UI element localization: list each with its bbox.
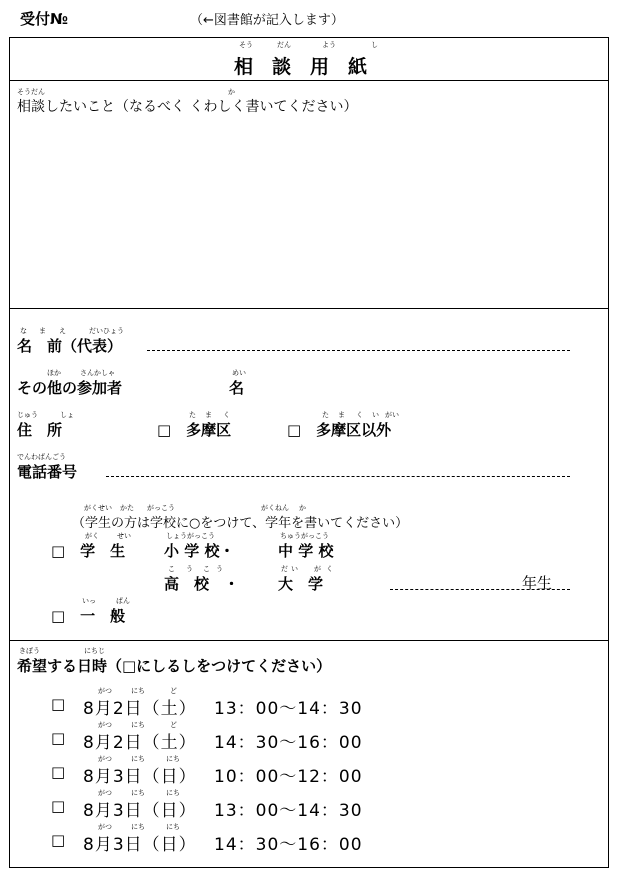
slot1-time: 13：00～14：30: [214, 699, 363, 719]
univ-ruby-2: い: [291, 565, 298, 573]
slot2-ruby-2: にち: [131, 721, 145, 729]
high-ruby-3: こ: [203, 565, 210, 573]
participants-unit: 名: [229, 379, 245, 397]
participants-unit-ruby: めい: [232, 369, 246, 377]
note-ruby-5: か: [299, 504, 306, 512]
slot3-ruby-3: にち: [166, 755, 180, 763]
slot4-checkbox[interactable]: □: [51, 797, 66, 815]
title-ruby-3: よう: [322, 41, 336, 49]
high-ruby-2: う: [186, 565, 193, 573]
opt2-ruby-3: く: [356, 411, 363, 419]
page-title: 相 談 用 紙: [234, 56, 368, 78]
address-ruby-2: しょ: [60, 411, 74, 419]
high-ruby-1: こ: [168, 565, 175, 573]
high-school-option[interactable]: 高 校 ・: [164, 575, 240, 593]
slot5-ruby-1: がつ: [98, 823, 112, 831]
slot4-date: 8月3日（日）: [83, 801, 197, 821]
participants-ruby-2: さんかしゃ: [80, 369, 115, 377]
slot3-time: 10：00～12：00: [214, 767, 363, 787]
note-ruby-1: がくせい: [84, 504, 112, 512]
slot3-date: 8月3日（日）: [83, 767, 197, 787]
name-ruby-4: だいひょう: [89, 327, 124, 335]
schedule-ruby-1: きぼう: [19, 647, 40, 655]
name-ruby-2: ま: [39, 327, 46, 335]
name-ruby-1: な: [20, 327, 27, 335]
name-label: 名 前（代表）: [17, 337, 123, 355]
schedule-label: 希望する日時（□にしるしをつけてください）: [17, 657, 332, 675]
library-note: （←図書館が記入します）: [190, 13, 344, 28]
receipt-number-label: 受付№: [20, 10, 69, 28]
slot3-ruby-1: がつ: [98, 755, 112, 763]
slot3-checkbox[interactable]: □: [51, 763, 66, 781]
grade-suffix: 年生: [522, 574, 553, 592]
opt1-ruby-2: ま: [205, 411, 212, 419]
consult-ruby-2: か: [228, 88, 235, 96]
participants-count-input[interactable]: [140, 376, 224, 396]
address-other-checkbox[interactable]: □ 多摩区以外: [287, 421, 392, 439]
opt2-ruby-5: がい: [385, 411, 399, 419]
opt1-ruby-3: く: [223, 411, 230, 419]
phone-label: 電話番号: [17, 463, 78, 481]
address-ruby-1: じゅう: [17, 411, 38, 419]
phone-ruby: でんわばんごう: [17, 453, 66, 461]
phone-input-line[interactable]: [106, 476, 570, 477]
consult-input-area[interactable]: [12, 118, 606, 304]
note-ruby-4: がくねん: [261, 504, 289, 512]
student-note: （学生の方は学校に○をつけて、学年を書いてください）: [72, 516, 409, 531]
general-ruby-1: いっ: [82, 597, 96, 605]
univ-ruby-4: く: [326, 565, 333, 573]
slot5-time: 14：30～16：00: [214, 835, 363, 855]
title-ruby-1: そう: [239, 41, 253, 49]
slot3-ruby-2: にち: [131, 755, 145, 763]
slot5-checkbox[interactable]: □: [51, 831, 66, 849]
consult-ruby-1: そうだん: [17, 88, 45, 96]
address-tama-checkbox[interactable]: □ 多摩区: [157, 421, 232, 439]
title-ruby-2: だん: [277, 41, 291, 49]
opt2-ruby-2: ま: [338, 411, 345, 419]
junior-ruby: ちゅうがっこう: [280, 532, 329, 540]
slot1-date: 8月2日（土）: [83, 699, 197, 719]
participants-ruby-1: ほか: [47, 369, 61, 377]
slot2-checkbox[interactable]: □: [51, 729, 66, 747]
general-ruby-2: ぱん: [116, 597, 130, 605]
university-option[interactable]: 大 学: [278, 575, 324, 593]
consult-label: 相談したいこと（なるべく くわしく書いてください）: [17, 99, 358, 115]
opt2-ruby-4: い: [372, 411, 379, 419]
elementary-ruby: しょうがっこう: [166, 532, 215, 540]
slot2-time: 14：30～16：00: [214, 733, 363, 753]
slot5-ruby-2: にち: [131, 823, 145, 831]
slot4-ruby-2: にち: [131, 789, 145, 797]
opt1-ruby-1: た: [189, 411, 196, 419]
student-ruby-2: せい: [117, 532, 131, 540]
student-checkbox[interactable]: □ 学 生: [51, 542, 126, 560]
slot2-date: 8月2日（土）: [83, 733, 197, 753]
high-ruby-4: う: [216, 565, 223, 573]
note-ruby-3: がっこう: [147, 504, 175, 512]
name-input-line[interactable]: [147, 350, 570, 351]
slot2-ruby-3: ど: [170, 721, 177, 729]
address-label: 住 所: [17, 421, 63, 439]
slot4-ruby-1: がつ: [98, 789, 112, 797]
note-ruby-2: かた: [120, 504, 134, 512]
slot4-time: 13：00～14：30: [214, 801, 363, 821]
univ-ruby-3: が: [314, 565, 321, 573]
title-ruby-4: し: [371, 41, 378, 49]
student-ruby-1: がく: [85, 532, 99, 540]
slot1-ruby-2: にち: [131, 687, 145, 695]
opt2-ruby-1: た: [322, 411, 329, 419]
slot1-ruby-1: がつ: [98, 687, 112, 695]
slot5-date: 8月3日（日）: [83, 835, 197, 855]
general-checkbox[interactable]: □ 一 般: [51, 607, 126, 625]
junior-high-option[interactable]: 中 学 校: [278, 542, 334, 560]
name-ruby-3: え: [59, 327, 66, 335]
elementary-school-option[interactable]: 小 学 校・: [164, 542, 235, 560]
slot1-checkbox[interactable]: □: [51, 695, 66, 713]
univ-ruby-1: だ: [281, 565, 288, 573]
participants-label: その他の参加者: [17, 379, 123, 397]
slot1-ruby-3: ど: [170, 687, 177, 695]
slot4-ruby-3: にち: [166, 789, 180, 797]
schedule-ruby-2: にちじ: [84, 647, 105, 655]
slot2-ruby-1: がつ: [98, 721, 112, 729]
slot5-ruby-3: にち: [166, 823, 180, 831]
